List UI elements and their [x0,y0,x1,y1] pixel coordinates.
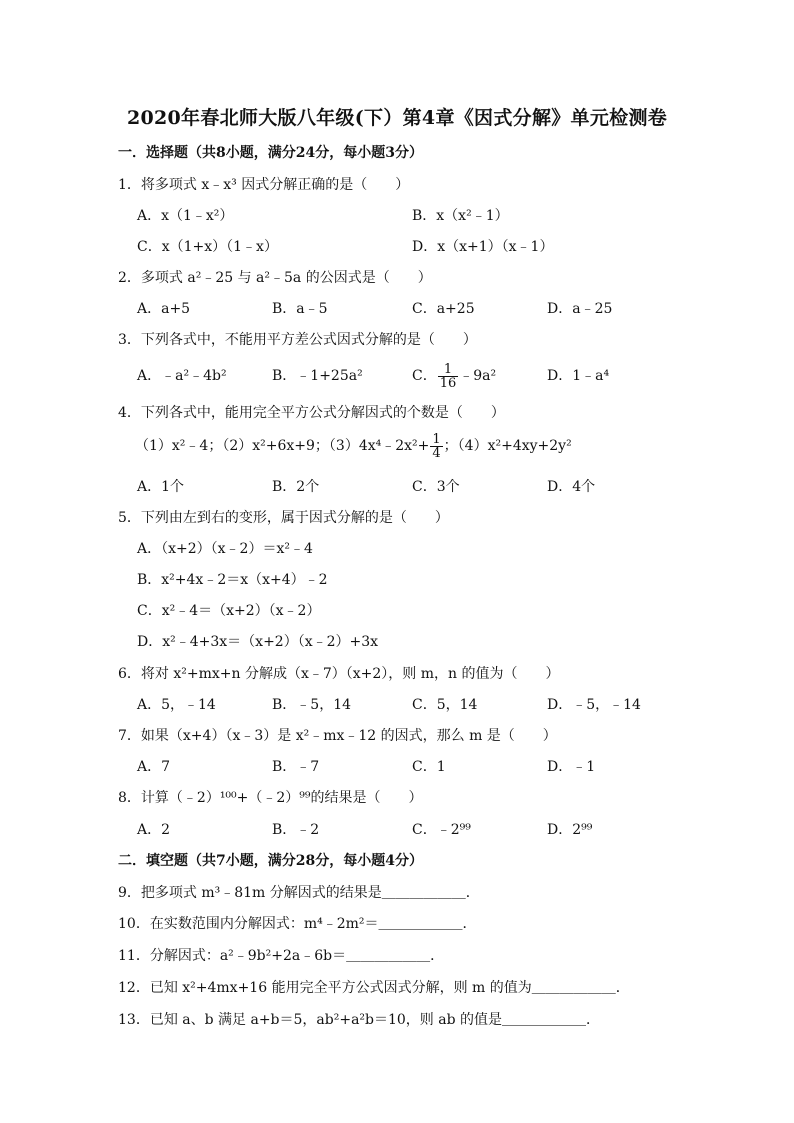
question-4-option-d[interactable]: D．4个 [547,479,596,495]
question-4-items-start: （1）x²﹣4；（2）x²+6x+9；（3）4x⁴﹣2x²+ [135,438,430,454]
question-8-option-b[interactable]: B．﹣2 [272,822,320,838]
question-1-option-a[interactable]: A．x（1﹣x²） [137,208,234,224]
question-10: 10．在实数范围内分解因式：m⁴﹣2m²＝＿＿＿＿＿＿． [118,916,477,932]
question-3-option-b[interactable]: B．﹣1+25a² [272,368,363,384]
question-4-option-c[interactable]: C．3个 [412,479,460,495]
question-8-option-c[interactable]: C．﹣2⁹⁹ [412,822,471,838]
question-6-option-d[interactable]: D．﹣5，﹣14 [547,697,641,713]
question-1-option-c[interactable]: C．x（1+x）（1﹣x） [137,239,278,255]
question-7-stem: 7．如果（x+4）（x﹣3）是 x²﹣mx﹣12 的因式，那么 m 是（ ） [118,728,557,744]
question-6-option-b[interactable]: B．﹣5，14 [272,697,352,713]
section-choice-heading: 一．选择题（共8小题，满分24分，每小题3分） [118,145,423,161]
question-5-option-a[interactable]: A．（x+2）（x﹣2）＝x²﹣4 [137,541,313,557]
question-5-stem: 5．下列由左到右的变形，属于因式分解的是（ ） [118,510,449,526]
question-4-items-end: ；（4）x²+4xy+2y² [443,438,572,454]
fraction-numerator: 1 [438,363,459,377]
question-8-option-a[interactable]: A．2 [137,822,171,838]
question-5-option-b[interactable]: B．x²+4x﹣2＝x（x+4）﹣2 [137,572,328,588]
question-1-stem: 1．将多项式 x﹣x³ 因式分解正确的是（ ） [118,177,410,193]
question-8-option-d[interactable]: D．2⁹⁹ [547,822,593,838]
fraction-one-sixteenth [438,363,459,390]
question-4-option-b[interactable]: B．2个 [272,479,320,495]
question-3-option-d[interactable]: D．1﹣a⁴ [547,368,610,384]
fraction-denominator: 4 [432,445,441,461]
question-6-stem: 6．将对 x²+mx+n 分解成（x﹣7）（x+2），则 m，n 的值为（ ） [118,666,560,682]
question-7-option-c[interactable]: C．1 [412,759,446,775]
question-1-option-d[interactable]: D．x（x+1）（x﹣1） [412,239,554,255]
question-4-stem: 4．下列各式中，能用完全平方公式分解因式的个数是（ ） [118,405,505,421]
question-2-option-d[interactable]: D．a﹣25 [547,301,613,317]
question-7-option-d[interactable]: D．﹣1 [547,759,596,775]
question-4-items [135,426,572,466]
question-3-option-c-label: C． [412,368,437,384]
question-7-option-b[interactable]: B．﹣7 [272,759,320,775]
question-6-option-c[interactable]: C．5，14 [412,697,478,713]
page-title: 2020年春北师大版八年级(下）第4章《因式分解》单元检测卷 [126,107,668,129]
question-6-option-a[interactable]: A．5，﹣14 [137,697,216,713]
question-1-option-b[interactable]: B．x（x²﹣1） [412,208,509,224]
fraction-numerator: 1 [432,431,441,447]
question-3-option-c-rest: ﹣9a² [459,368,497,384]
section-fill-heading: 二．填空题（共7小题，满分28分，每小题4分） [118,853,423,869]
question-13: 13．已知 a、b 满足 a+b＝5，ab²+a²b＝10，则 ab 的值是＿＿＿＿＿＿． [118,1012,601,1028]
question-3-option-a[interactable]: A．﹣a²﹣4b² [137,368,227,384]
question-5-option-c[interactable]: C．x²﹣4＝（x+2）（x﹣2） [137,603,321,619]
fraction-denominator: 16 [439,375,457,391]
question-2-option-c[interactable]: C．a+25 [412,301,475,317]
question-8-stem: 8．计算（﹣2）¹⁰⁰+（﹣2）⁹⁹的结果是（ ） [118,790,423,806]
question-2-option-a[interactable]: A．a+5 [137,301,191,317]
question-3-stem: 3．下列各式中，不能用平方差公式因式分解的是（ ） [118,332,477,348]
question-7-option-a[interactable]: A．7 [137,759,171,775]
fraction-one-quarter [430,433,442,460]
question-11: 11．分解因式：a²﹣9b²+2a﹣6b＝＿＿＿＿＿＿． [118,948,445,964]
question-2-stem: 2．多项式 a²﹣25 与 a²﹣5a 的公因式是（ ） [118,270,432,286]
question-5-option-d[interactable]: D．x²﹣4+3x＝（x+2）（x﹣2）+3x [137,634,379,650]
question-12: 12．已知 x²+4mx+16 能用完全平方公式因式分解，则 m 的值为＿＿＿＿＿＿． [118,980,630,996]
question-3-option-c[interactable] [412,356,496,396]
question-4-option-a[interactable]: A．1个 [137,479,185,495]
question-2-option-b[interactable]: B．a﹣5 [272,301,328,317]
question-9: 9．把多项式 m³﹣81m 分解因式的结果是＿＿＿＿＿＿． [118,885,480,901]
